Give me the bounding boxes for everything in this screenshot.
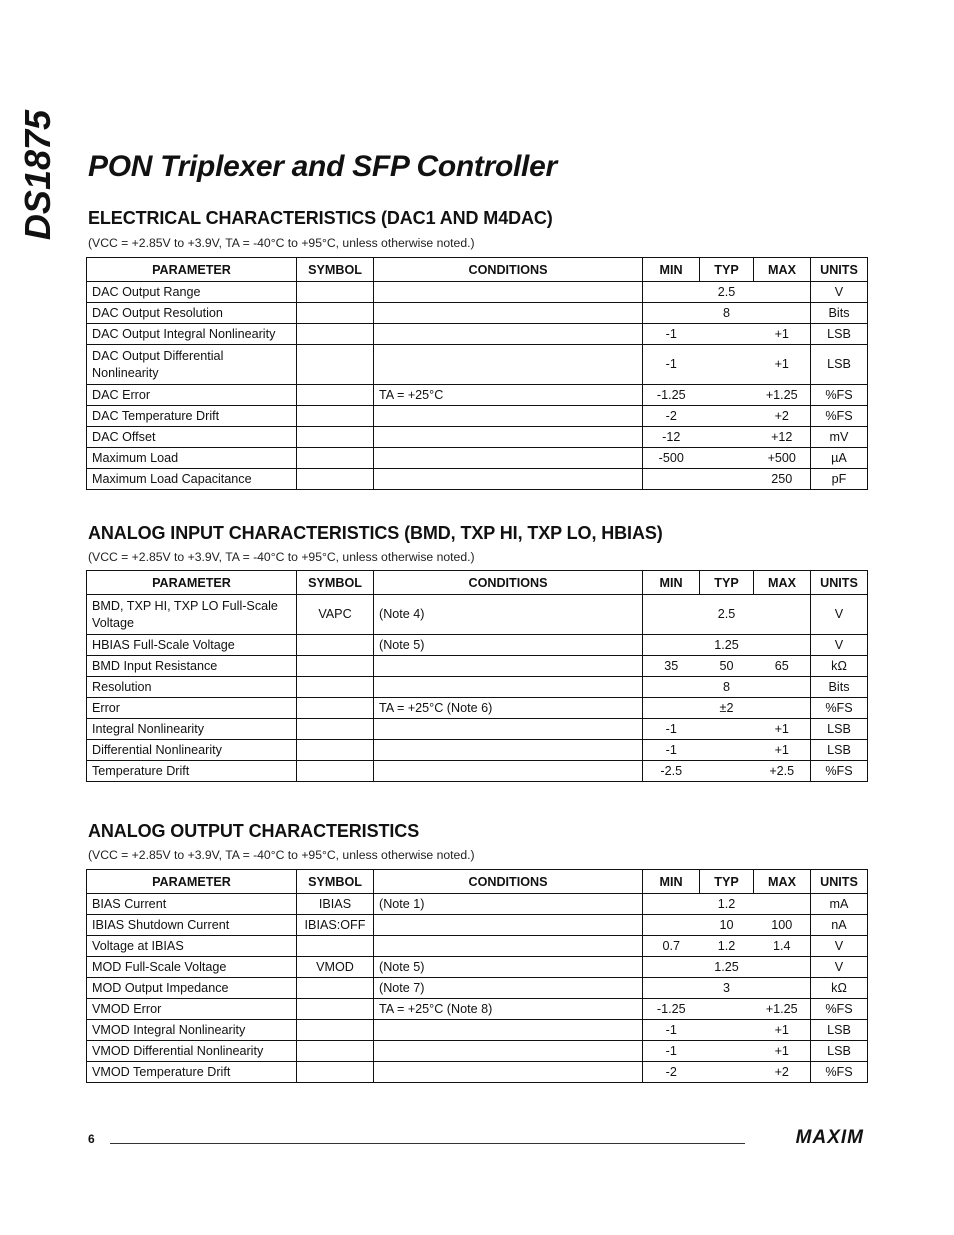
min-cell: -1 [643, 345, 700, 385]
conditions-cell [374, 915, 643, 936]
conditions-cell [374, 719, 643, 740]
table-row [87, 1062, 868, 1083]
parameter-cell: HBIAS Full-Scale Voltage [87, 635, 297, 656]
max-cell: +2 [754, 406, 811, 427]
typ-cell: 2.5 [700, 595, 754, 635]
max-cell: +1 [754, 324, 811, 345]
parameter-cell: DAC Error [87, 385, 297, 406]
units-cell: V [811, 957, 868, 978]
parameter-cell: VMOD Error [87, 999, 297, 1020]
parameter-cell: IBIAS Shutdown Current [87, 915, 297, 936]
typ-cell: 3 [700, 978, 754, 999]
section-conditions-analog-output: (VCC = +2.85V to +3.9V, TA = -40°C to +95°C, unless otherwise noted.) [88, 848, 475, 862]
table-header-row [87, 571, 868, 595]
section-conditions-dac: (VCC = +2.85V to +3.9V, TA = -40°C to +95°C, unless otherwise noted.) [88, 236, 475, 250]
column-header-symbol: SYMBOL [297, 870, 374, 894]
typ-cell [700, 324, 754, 345]
min-cell [643, 635, 700, 656]
section-title-analog-input: ANALOG INPUT CHARACTERISTICS (BMD, TXP HI, TXP LO, HBIAS) [88, 523, 663, 543]
column-header-units: UNITS [811, 870, 868, 894]
max-cell [754, 978, 811, 999]
table-row [87, 719, 868, 740]
typ-cell: 2.5 [700, 282, 754, 303]
table-row [87, 656, 868, 677]
units-cell: %FS [811, 698, 868, 719]
max-cell: +1 [754, 740, 811, 761]
table-row [87, 345, 868, 385]
footer-rule [110, 1143, 745, 1144]
typ-cell: 8 [700, 303, 754, 324]
symbol-cell [297, 1020, 374, 1041]
column-header-max: MAX [754, 571, 811, 595]
spec-table-analog-input [86, 570, 868, 782]
units-cell: µA [811, 448, 868, 469]
parameter-cell: DAC Offset [87, 427, 297, 448]
parameter-cell: BMD Input Resistance [87, 656, 297, 677]
units-cell: V [811, 595, 868, 635]
typ-cell [700, 761, 754, 782]
conditions-cell [374, 427, 643, 448]
symbol-cell [297, 427, 374, 448]
conditions-cell [374, 282, 643, 303]
conditions-cell: TA = +25°C (Note 8) [374, 999, 643, 1020]
table-row [87, 894, 868, 915]
units-cell: LSB [811, 719, 868, 740]
parameter-cell: Voltage at IBIAS [87, 936, 297, 957]
min-cell: -1 [643, 1041, 700, 1062]
typ-cell [700, 427, 754, 448]
max-cell: +1 [754, 345, 811, 385]
symbol-cell [297, 999, 374, 1020]
min-cell [643, 303, 700, 324]
column-header-typ: TYP [700, 870, 754, 894]
max-cell: +1 [754, 719, 811, 740]
units-cell: LSB [811, 1041, 868, 1062]
table-row [87, 406, 868, 427]
symbol-cell [297, 761, 374, 782]
conditions-cell [374, 740, 643, 761]
max-cell: +12 [754, 427, 811, 448]
typ-cell [700, 740, 754, 761]
max-cell: 1.4 [754, 936, 811, 957]
table-row [87, 303, 868, 324]
conditions-cell [374, 761, 643, 782]
table-row [87, 1041, 868, 1062]
column-header-symbol: SYMBOL [297, 571, 374, 595]
symbol-cell [297, 469, 374, 490]
units-cell: Bits [811, 303, 868, 324]
column-header-parameter: PARAMETER [87, 870, 297, 894]
parameter-cell: VMOD Temperature Drift [87, 1062, 297, 1083]
column-header-max: MAX [754, 258, 811, 282]
typ-cell [700, 1020, 754, 1041]
table-row [87, 978, 868, 999]
typ-cell: 1.2 [700, 894, 754, 915]
min-cell [643, 915, 700, 936]
units-cell: V [811, 936, 868, 957]
table-row [87, 915, 868, 936]
parameter-cell: DAC Output Resolution [87, 303, 297, 324]
min-cell: -1.25 [643, 999, 700, 1020]
conditions-cell [374, 469, 643, 490]
symbol-cell [297, 1062, 374, 1083]
table-row [87, 936, 868, 957]
parameter-cell: Maximum Load Capacitance [87, 469, 297, 490]
table-row [87, 761, 868, 782]
units-cell: V [811, 635, 868, 656]
typ-cell [700, 345, 754, 385]
parameter-cell: Maximum Load [87, 448, 297, 469]
symbol-cell [297, 719, 374, 740]
column-header-parameter: PARAMETER [87, 571, 297, 595]
min-cell [643, 957, 700, 978]
conditions-cell: (Note 7) [374, 978, 643, 999]
column-header-parameter: PARAMETER [87, 258, 297, 282]
conditions-cell [374, 936, 643, 957]
max-cell [754, 894, 811, 915]
parameter-cell: Error [87, 698, 297, 719]
column-header-units: UNITS [811, 258, 868, 282]
table-row [87, 385, 868, 406]
symbol-cell [297, 345, 374, 385]
max-cell: +1 [754, 1020, 811, 1041]
page-number: 6 [88, 1132, 95, 1146]
table-row [87, 469, 868, 490]
symbol-cell [297, 448, 374, 469]
symbol-cell [297, 406, 374, 427]
column-header-conditions: CONDITIONS [374, 870, 643, 894]
conditions-cell: (Note 1) [374, 894, 643, 915]
conditions-cell [374, 345, 643, 385]
units-cell: %FS [811, 385, 868, 406]
table-row [87, 1020, 868, 1041]
conditions-cell: TA = +25°C (Note 6) [374, 698, 643, 719]
symbol-cell [297, 635, 374, 656]
maxim-logo [756, 1126, 866, 1146]
column-header-conditions: CONDITIONS [374, 258, 643, 282]
units-cell: LSB [811, 1020, 868, 1041]
conditions-cell [374, 656, 643, 677]
table-row [87, 677, 868, 698]
part-number-side-label: DS1875 [17, 109, 58, 241]
symbol-cell [297, 656, 374, 677]
max-cell: +1 [754, 1041, 811, 1062]
conditions-cell: (Note 4) [374, 595, 643, 635]
symbol-cell [297, 677, 374, 698]
column-header-conditions: CONDITIONS [374, 571, 643, 595]
units-cell: %FS [811, 406, 868, 427]
symbol-cell [297, 282, 374, 303]
max-cell [754, 957, 811, 978]
column-header-min: MIN [643, 571, 700, 595]
max-cell: 250 [754, 469, 811, 490]
max-cell: 65 [754, 656, 811, 677]
conditions-cell [374, 1062, 643, 1083]
max-cell: +2.5 [754, 761, 811, 782]
symbol-cell [297, 303, 374, 324]
symbol-cell: VAPC [297, 595, 374, 635]
units-cell: LSB [811, 345, 868, 385]
units-cell: LSB [811, 740, 868, 761]
parameter-cell: DAC Temperature Drift [87, 406, 297, 427]
units-cell: V [811, 282, 868, 303]
table-row [87, 635, 868, 656]
table-row [87, 427, 868, 448]
conditions-cell [374, 677, 643, 698]
symbol-cell: IBIAS [297, 894, 374, 915]
parameter-cell: DAC Output Range [87, 282, 297, 303]
units-cell: Bits [811, 677, 868, 698]
maxim-logo-text: MAXIM [795, 1127, 864, 1146]
max-cell [754, 282, 811, 303]
typ-cell [700, 1041, 754, 1062]
typ-cell: ±2 [700, 698, 754, 719]
parameter-cell: Differential Nonlinearity [87, 740, 297, 761]
typ-cell: 1.25 [700, 957, 754, 978]
table-row [87, 282, 868, 303]
table-row [87, 740, 868, 761]
max-cell [754, 303, 811, 324]
max-cell: 100 [754, 915, 811, 936]
section-conditions-analog-input: (VCC = +2.85V to +3.9V, TA = -40°C to +95°C, unless otherwise noted.) [88, 550, 475, 564]
conditions-cell [374, 406, 643, 427]
table-header-row [87, 258, 868, 282]
parameter-cell: DAC Output Differential Nonlinearity [87, 345, 297, 385]
conditions-cell [374, 448, 643, 469]
min-cell: -2 [643, 1062, 700, 1083]
parameter-cell: BIAS Current [87, 894, 297, 915]
typ-cell [700, 406, 754, 427]
parameter-cell: VMOD Integral Nonlinearity [87, 1020, 297, 1041]
conditions-cell: (Note 5) [374, 957, 643, 978]
parameter-cell: DAC Output Integral Nonlinearity [87, 324, 297, 345]
typ-cell [700, 719, 754, 740]
typ-cell [700, 469, 754, 490]
typ-cell [700, 448, 754, 469]
conditions-cell: TA = +25°C [374, 385, 643, 406]
units-cell: LSB [811, 324, 868, 345]
document-title: PON Triplexer and SFP Controller [88, 150, 557, 183]
symbol-cell: IBIAS:OFF [297, 915, 374, 936]
units-cell: %FS [811, 999, 868, 1020]
symbol-cell: VMOD [297, 957, 374, 978]
conditions-cell [374, 1041, 643, 1062]
typ-cell: 8 [700, 677, 754, 698]
conditions-cell [374, 324, 643, 345]
min-cell: -2 [643, 406, 700, 427]
min-cell: -12 [643, 427, 700, 448]
symbol-cell [297, 324, 374, 345]
column-header-max: MAX [754, 870, 811, 894]
min-cell: -1 [643, 324, 700, 345]
symbol-cell [297, 698, 374, 719]
section-title-analog-output: ANALOG OUTPUT CHARACTERISTICS [88, 821, 420, 841]
table-row [87, 448, 868, 469]
max-cell: +500 [754, 448, 811, 469]
min-cell: -1.25 [643, 385, 700, 406]
symbol-cell [297, 1041, 374, 1062]
table-row [87, 324, 868, 345]
column-header-units: UNITS [811, 571, 868, 595]
spec-table-analog-output [86, 869, 868, 1083]
symbol-cell [297, 385, 374, 406]
min-cell: 35 [643, 656, 700, 677]
typ-cell [700, 385, 754, 406]
units-cell: nA [811, 915, 868, 936]
typ-cell: 10 [700, 915, 754, 936]
table-header-row [87, 870, 868, 894]
parameter-cell: VMOD Differential Nonlinearity [87, 1041, 297, 1062]
parameter-cell: Integral Nonlinearity [87, 719, 297, 740]
column-header-typ: TYP [700, 571, 754, 595]
symbol-cell [297, 978, 374, 999]
column-header-typ: TYP [700, 258, 754, 282]
max-cell: +1.25 [754, 999, 811, 1020]
symbol-cell [297, 936, 374, 957]
typ-cell: 50 [700, 656, 754, 677]
max-cell [754, 595, 811, 635]
min-cell [643, 978, 700, 999]
units-cell: %FS [811, 761, 868, 782]
column-header-min: MIN [643, 258, 700, 282]
units-cell: mV [811, 427, 868, 448]
min-cell [643, 698, 700, 719]
table-row [87, 957, 868, 978]
min-cell [643, 469, 700, 490]
min-cell: -1 [643, 719, 700, 740]
units-cell: kΩ [811, 656, 868, 677]
units-cell: pF [811, 469, 868, 490]
parameter-cell: Temperature Drift [87, 761, 297, 782]
min-cell: -500 [643, 448, 700, 469]
table-row [87, 999, 868, 1020]
max-cell [754, 635, 811, 656]
parameter-cell: Resolution [87, 677, 297, 698]
min-cell [643, 595, 700, 635]
table-row [87, 595, 868, 635]
max-cell: +1.25 [754, 385, 811, 406]
min-cell: 0.7 [643, 936, 700, 957]
column-header-min: MIN [643, 870, 700, 894]
min-cell: -2.5 [643, 761, 700, 782]
typ-cell: 1.25 [700, 635, 754, 656]
conditions-cell [374, 303, 643, 324]
parameter-cell: MOD Output Impedance [87, 978, 297, 999]
parameter-cell: BMD, TXP HI, TXP LO Full-Scale Voltage [87, 595, 297, 635]
min-cell: -1 [643, 1020, 700, 1041]
units-cell: %FS [811, 1062, 868, 1083]
typ-cell [700, 1062, 754, 1083]
conditions-cell [374, 1020, 643, 1041]
conditions-cell: (Note 5) [374, 635, 643, 656]
spec-table-dac [86, 257, 868, 490]
min-cell [643, 894, 700, 915]
table-row [87, 698, 868, 719]
symbol-cell [297, 740, 374, 761]
typ-cell [700, 999, 754, 1020]
max-cell: +2 [754, 1062, 811, 1083]
min-cell [643, 282, 700, 303]
max-cell [754, 698, 811, 719]
units-cell: mA [811, 894, 868, 915]
max-cell [754, 677, 811, 698]
min-cell [643, 677, 700, 698]
typ-cell: 1.2 [700, 936, 754, 957]
units-cell: kΩ [811, 978, 868, 999]
min-cell: -1 [643, 740, 700, 761]
section-title-dac: ELECTRICAL CHARACTERISTICS (DAC1 AND M4DAC) [88, 208, 553, 228]
parameter-cell: MOD Full-Scale Voltage [87, 957, 297, 978]
column-header-symbol: SYMBOL [297, 258, 374, 282]
